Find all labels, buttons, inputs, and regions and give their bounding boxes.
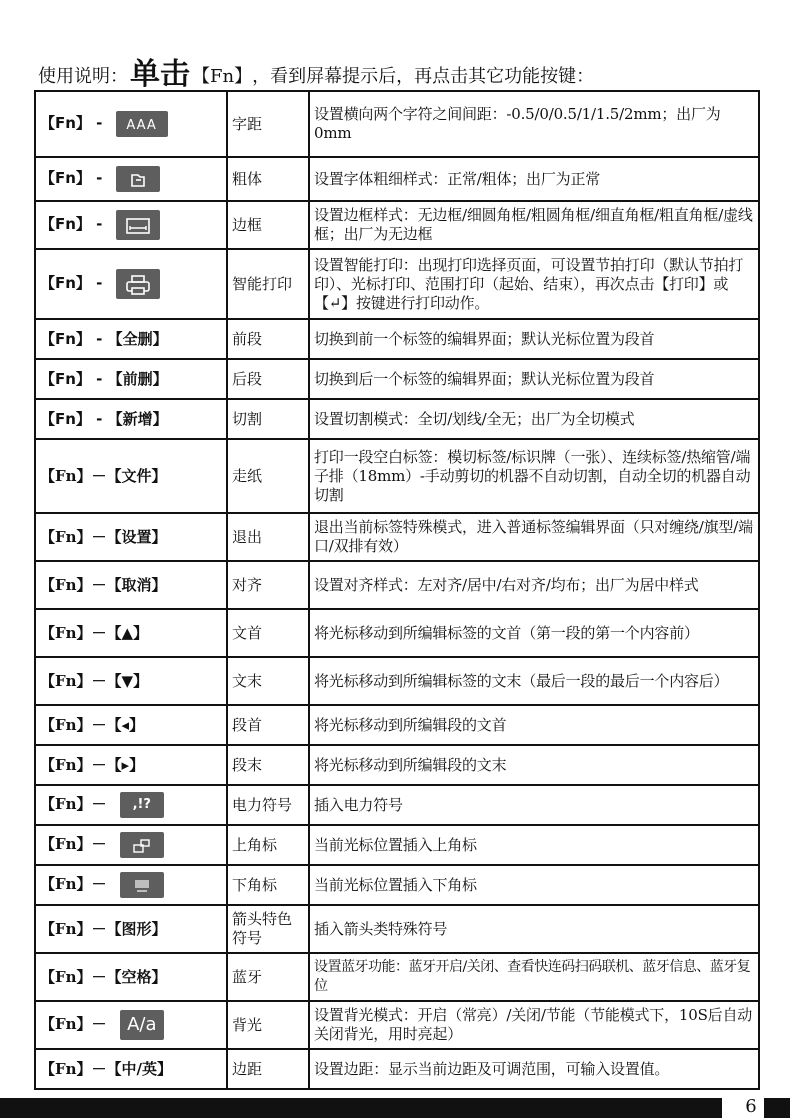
function-cell: 前段 xyxy=(227,319,309,359)
function-cell: 蓝牙 xyxy=(227,953,309,1001)
description-cell: 将光标移动到所编辑段的文末 xyxy=(309,745,759,785)
header-suffix: ，看到屏幕提示后，再点击其它功能按键： xyxy=(252,66,595,87)
function-cell: 字距 xyxy=(227,91,309,157)
function-cell: 后段 xyxy=(227,359,309,399)
key-cell: 【Fn】－【空格】 xyxy=(35,953,227,1001)
key-cell: 【Fn】－【▲】 xyxy=(35,609,227,657)
header-emphasis: 单击 xyxy=(130,57,190,92)
function-cell: 边框 xyxy=(227,201,309,249)
function-cell: 对齐 xyxy=(227,561,309,609)
function-cell: 文末 xyxy=(227,657,309,705)
description-cell: 将光标移动到所编辑标签的文末（最后一段的最后一个内容后） xyxy=(309,657,759,705)
table-row xyxy=(35,705,759,745)
description-cell: 打印一段空白标签：模切标签/标识牌（一张）、连续标签/热缩管/端子排（18mm）-手动剪切的机器不自动切割，自动全切的机器自动切割 xyxy=(309,439,759,513)
table-row xyxy=(35,439,759,513)
page-number: 6 xyxy=(745,1096,757,1117)
description-cell: 将光标移动到所编辑段的文首 xyxy=(309,705,759,745)
table-row xyxy=(35,1049,759,1089)
key-cell: 【Fn】 - 【全删】 xyxy=(35,319,227,359)
key-cell: 【Fn】－【▸】 xyxy=(35,745,227,785)
description-cell: 设置切割模式：全切/划线/全无；出厂为全切模式 xyxy=(309,399,759,439)
usage-instruction-header xyxy=(38,52,778,92)
letter-spacing-icon: AAA xyxy=(116,111,168,137)
case-icon: A/a xyxy=(120,1010,164,1040)
function-cell: 走纸 xyxy=(227,439,309,513)
key-cell: 【Fn】 - xyxy=(35,201,227,249)
table-row xyxy=(35,609,759,657)
key-cell: 【Fn】－ A/a xyxy=(35,1001,227,1049)
description-cell: 当前光标位置插入上角标 xyxy=(309,825,759,865)
key-cell: 【Fn】－【取消】 xyxy=(35,561,227,609)
description-cell: 设置字体粗细样式：正常/粗体；出厂为正常 xyxy=(309,157,759,201)
function-cell: 切割 xyxy=(227,399,309,439)
description-cell: 插入箭头类特殊符号 xyxy=(309,905,759,953)
function-cell: 下角标 xyxy=(227,865,309,905)
key-cell: 【Fn】－【◂】 xyxy=(35,705,227,745)
function-cell: 退出 xyxy=(227,513,309,561)
description-cell: 当前光标位置插入下角标 xyxy=(309,865,759,905)
table-row xyxy=(35,359,759,399)
function-cell: 段末 xyxy=(227,745,309,785)
table-row xyxy=(35,319,759,359)
key-cell: 【Fn】－【▼】 xyxy=(35,657,227,705)
key-cell: 【Fn】 - xyxy=(35,157,227,201)
superscript-icon xyxy=(120,832,164,858)
description-cell: 设置边框样式：无边框/细圆角框/粗圆角框/细直角框/粗直角框/虚线框；出厂为无边框 xyxy=(309,201,759,249)
key-cell: 【Fn】 - 【新增】 xyxy=(35,399,227,439)
table-row xyxy=(35,91,759,157)
table-row xyxy=(35,561,759,609)
footer-bar-right xyxy=(764,1098,790,1118)
key-cell: 【Fn】－【图形】 xyxy=(35,905,227,953)
key-cell: 【Fn】－【设置】 xyxy=(35,513,227,561)
function-cell: 箭头特色符号 xyxy=(227,905,309,953)
barcode-icon xyxy=(120,872,164,898)
description-cell: 设置背光模式：开启（常亮）/关闭/节能（节能模式下，10S后自动关闭背光，用时亮起） xyxy=(309,1001,759,1049)
description-cell: 退出当前标签特殊模式，进入普通标签编辑界面（只对缠绕/旗型/端口/双排有效） xyxy=(309,513,759,561)
description-cell: 设置蓝牙功能：蓝牙开启/关闭、查看快连码扫码联机、蓝牙信息、蓝牙复位 xyxy=(309,953,759,1001)
table-row xyxy=(35,745,759,785)
description-cell: 设置智能打印：出现打印选择页面，可设置节拍打印（默认节拍打印）、光标打印、范围打印（起始、结束），再次点击【打印】或【↵】按键进行打印动作。 xyxy=(309,249,759,319)
key-cell: 【Fn】－【文件】 xyxy=(35,439,227,513)
function-cell: 智能打印 xyxy=(227,249,309,319)
description-cell: 将光标移动到所编辑标签的文首（第一段的第一个内容前） xyxy=(309,609,759,657)
table-row xyxy=(35,953,759,1001)
description-cell: 切换到前一个标签的编辑界面；默认光标位置为段首 xyxy=(309,319,759,359)
function-cell: 粗体 xyxy=(227,157,309,201)
function-cell: 背光 xyxy=(227,1001,309,1049)
table-row xyxy=(35,1001,759,1049)
table-row xyxy=(35,399,759,439)
function-cell: 段首 xyxy=(227,705,309,745)
description-cell: 设置边距：显示当前边距及可调范围，可输入设置值。 xyxy=(309,1049,759,1089)
description-cell: 设置对齐样式：左对齐/居中/右对齐/均布；出厂为居中样式 xyxy=(309,561,759,609)
table-row xyxy=(35,201,759,249)
table-row xyxy=(35,157,759,201)
table-row xyxy=(35,249,759,319)
key-cell: 【Fn】－ xyxy=(35,865,227,905)
key-cell: 【Fn】 - 【前删】 xyxy=(35,359,227,399)
bold-icon xyxy=(116,166,160,192)
table-row xyxy=(35,825,759,865)
function-cell: 上角标 xyxy=(227,825,309,865)
table-row xyxy=(35,905,759,953)
footer-bar xyxy=(0,1098,722,1118)
key-cell: 【Fn】 - xyxy=(35,249,227,319)
function-cell: 边距 xyxy=(227,1049,309,1089)
header-key: 【Fn】 xyxy=(192,66,253,87)
border-icon xyxy=(116,210,160,240)
key-cell: 【Fn】 - AAA xyxy=(35,91,227,157)
key-cell: 【Fn】－ ,!? xyxy=(35,785,227,825)
description-cell: 设置横向两个字符之间间距：-0.5/0/0.5/1/1.5/2mm；出厂为0mm xyxy=(309,91,759,157)
symbol-icon: ,!? xyxy=(120,792,164,818)
description-cell: 插入电力符号 xyxy=(309,785,759,825)
key-cell: 【Fn】－ xyxy=(35,825,227,865)
function-cell: 电力符号 xyxy=(227,785,309,825)
printer-icon xyxy=(116,269,160,299)
table-row xyxy=(35,785,759,825)
header-prefix: 使用说明： xyxy=(38,66,128,87)
table-row xyxy=(35,865,759,905)
table-row xyxy=(35,513,759,561)
table-row xyxy=(35,657,759,705)
description-cell: 切换到后一个标签的编辑界面；默认光标位置为段首 xyxy=(309,359,759,399)
fn-key-table xyxy=(34,90,760,1090)
function-cell: 文首 xyxy=(227,609,309,657)
key-cell: 【Fn】－【中/英】 xyxy=(35,1049,227,1089)
